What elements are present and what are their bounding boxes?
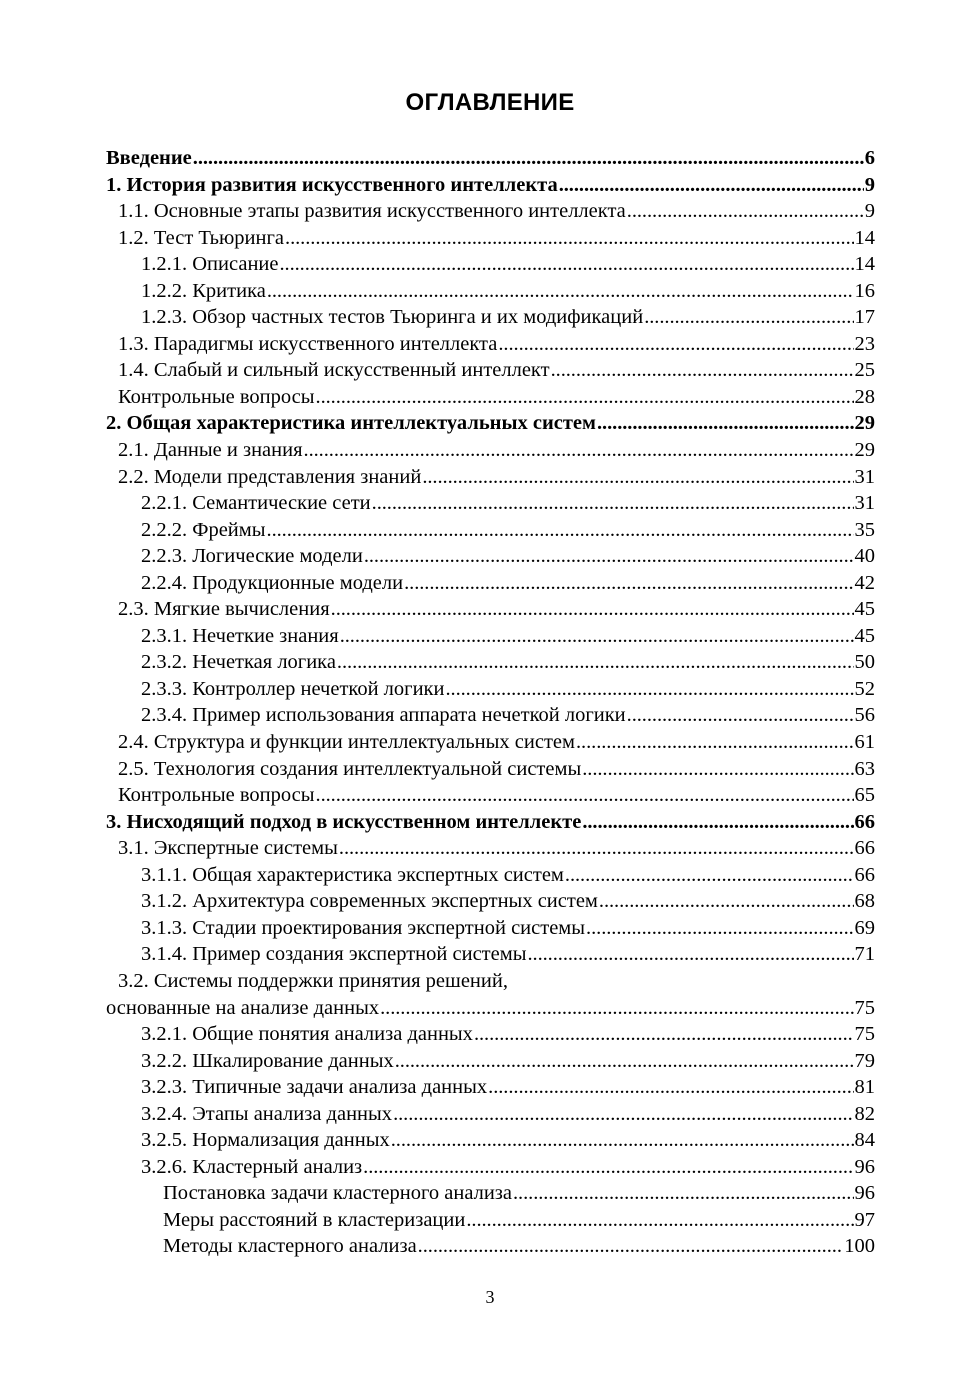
toc-entry-page: 25 [854, 359, 875, 382]
toc-entry-chapter-2[interactable] [106, 410, 875, 437]
toc-entry-title: 1.4. Слабый и сильный искусственный интеллект [118, 359, 550, 382]
toc-entry-page: 45 [854, 598, 875, 621]
toc-entry-page: 84 [854, 1129, 875, 1152]
toc-entry-title: 2.1. Данные и знания [118, 439, 303, 462]
toc-entry-page: 29 [854, 412, 875, 435]
toc-entry-title: 2.3. Мягкие вычисления [118, 598, 330, 621]
leader-dots [391, 1127, 854, 1154]
toc-entry-title: 2.2.2. Фреймы [141, 518, 266, 541]
toc-entry-cluster-methods[interactable] [106, 1233, 875, 1260]
toc-entry-1-2-3[interactable] [106, 304, 875, 331]
toc-entry-page: 71 [854, 943, 875, 966]
toc-entry-title: 3. Нисходящий подход в искусственном интеллекте [106, 810, 582, 833]
toc-entry-page: 31 [854, 465, 875, 488]
toc-entry-3-2-2[interactable] [106, 1048, 875, 1075]
toc-entry-title: 1.2.2. Критика [141, 279, 266, 302]
leader-dots [559, 172, 864, 199]
toc-entry-2-3[interactable] [106, 596, 875, 623]
toc-entry-2-3-2[interactable] [106, 649, 875, 676]
toc-entry-page: 17 [854, 306, 875, 329]
toc-entry-title: 2.2.1. Семантические сети [141, 492, 371, 515]
toc-entry-title: 3.2.6. Кластерный анализ [141, 1155, 363, 1178]
toc-entry-title: 1.2. Тест Тьюринга [118, 226, 285, 249]
toc-entry-title: 2.3.2. Нечеткая логика [141, 651, 336, 674]
toc-entry-title: 2.2.4. Продукционные модели [141, 571, 404, 594]
toc-entry-cluster-problem[interactable] [106, 1180, 875, 1207]
leader-dots [395, 1048, 854, 1075]
toc-entry-title: 3.1.3. Стадии проектирования экспертной системы [141, 916, 586, 939]
leader-dots [551, 357, 854, 384]
leader-dots [627, 198, 864, 225]
toc-entry-3-1-3[interactable] [106, 915, 875, 942]
toc-entry-title: 3.2.5. Нормализация данных [141, 1129, 390, 1152]
toc-entry-2-5[interactable] [106, 756, 875, 783]
toc-entry-1-3[interactable] [106, 331, 875, 358]
toc-entry-1-4[interactable] [106, 357, 875, 384]
toc-entry-1-2[interactable] [106, 225, 875, 252]
toc-entry-page: 16 [854, 279, 875, 302]
toc-entry-1-1[interactable] [106, 198, 875, 225]
toc-entry-3-1-4[interactable] [106, 941, 875, 968]
leader-dots [586, 915, 853, 942]
leader-dots [316, 782, 854, 809]
toc-entry-3-2-6[interactable] [106, 1154, 875, 1181]
leader-dots [445, 676, 853, 703]
leader-dots [337, 649, 854, 676]
toc-entry-page: 56 [854, 704, 875, 727]
leader-dots [331, 596, 854, 623]
toc-entry-page: 100 [844, 1235, 875, 1258]
toc-entry-page: 65 [854, 784, 875, 807]
toc-entry-page: 96 [854, 1155, 875, 1178]
toc-entry-title: 2.3.3. Контроллер нечеткой логики [141, 677, 445, 700]
leader-dots [372, 490, 854, 517]
leader-dots [599, 888, 854, 915]
leader-dots [644, 304, 853, 331]
leader-dots [267, 517, 854, 544]
page-title: ОГЛАВЛЕНИЕ [405, 89, 575, 116]
leader-dots [498, 331, 853, 358]
toc-entry-2-4[interactable] [106, 729, 875, 756]
leader-dots [565, 862, 854, 889]
toc-entry-title: 3.2.1. Общие понятия анализа данных [141, 1023, 473, 1046]
leader-dots [340, 623, 854, 650]
toc-entry-page: 79 [854, 1049, 875, 1072]
toc-entry-title: 1. История развития искусственного интеллекта [106, 173, 558, 196]
toc-entry-3-2-line2[interactable] [106, 995, 875, 1022]
toc-entry-2-2-4[interactable] [106, 570, 875, 597]
toc-entry-title: 1.1. Основные этапы развития искусственного интеллекта [118, 200, 626, 223]
toc-entry-1-2-2[interactable] [106, 278, 875, 305]
leader-dots [363, 1154, 853, 1181]
toc-entry-page: 31 [854, 492, 875, 515]
toc-entry-title: 2.2.3. Логические модели [141, 545, 363, 568]
leader-dots [285, 225, 853, 252]
toc-entry-page: 9 [864, 200, 875, 223]
toc-entry-page: 81 [854, 1076, 875, 1099]
toc-entry-page: 14 [854, 253, 875, 276]
toc-entry-title: 3.2.3. Типичные задачи анализа данных [141, 1076, 488, 1099]
toc-entry-3-1[interactable] [106, 835, 875, 862]
leader-dots [316, 384, 854, 411]
toc-entry-3-2-line1[interactable]: 3.2. Системы поддержки принятия решений, [118, 969, 508, 992]
page-number: 3 [485, 1287, 495, 1307]
toc-entry-2-3-4[interactable] [106, 702, 875, 729]
toc-entry-2-3-1[interactable] [106, 623, 875, 650]
toc-entry-page: 28 [854, 385, 875, 408]
toc-entry-page: 66 [854, 810, 875, 833]
leader-dots [422, 464, 853, 491]
leader-dots [304, 437, 854, 464]
toc-entry-page: 66 [854, 863, 875, 886]
toc-entry-title: 3.1.2. Архитектура современных экспертных систем [141, 890, 598, 913]
toc-entry-title: 2.3.1. Нечеткие знания [141, 624, 339, 647]
toc-entry-page: 9 [864, 173, 875, 196]
toc-entry-2-3-3[interactable] [106, 676, 875, 703]
toc-entry-page: 97 [854, 1208, 875, 1231]
leader-dots [380, 995, 853, 1022]
leader-dots [474, 1021, 854, 1048]
toc-entry-page: 23 [854, 332, 875, 355]
toc-entry-page: 35 [854, 518, 875, 541]
leader-dots [339, 835, 854, 862]
toc-entry-page: 69 [854, 916, 875, 939]
toc-entry-title: 2.5. Технология создания интеллектуальной системы [118, 757, 582, 780]
toc-entry-title: 3.2.2. Шкалирование данных [141, 1049, 394, 1072]
toc-entry-page: 6 [864, 147, 875, 169]
toc-entry-title: Меры расстояний в кластеризации [163, 1208, 466, 1231]
toc-entry-review-questions-1[interactable] [106, 384, 875, 411]
toc-entry-page: 63 [854, 757, 875, 780]
toc-entry-page: 29 [854, 439, 875, 462]
toc-entry-title: 1.2.1. Описание [141, 253, 279, 276]
toc-entry-3-1-1[interactable] [106, 862, 875, 889]
toc-entry-title: 1.2.3. Обзор частных тестов Тьюринга и их модификаций [141, 306, 644, 329]
toc-entry-cluster-distances[interactable] [106, 1207, 875, 1234]
toc-entry-2-1[interactable] [106, 437, 875, 464]
toc-entry-title: 2.4. Структура и функции интеллектуальных систем [118, 731, 575, 754]
toc-entry-title: 3.1.4. Пример создания экспертной системы [141, 943, 527, 966]
toc-entry-title: Методы кластерного анализа [163, 1235, 417, 1258]
toc-entry-page: 75 [854, 996, 875, 1019]
toc-entry-introduction[interactable] [106, 145, 875, 172]
toc-entry-page: 40 [854, 545, 875, 568]
toc-entry-title: 2. Общая характеристика интеллектуальных систем [106, 412, 596, 435]
toc-entry-page: 75 [854, 1023, 875, 1046]
leader-dots [627, 702, 854, 729]
leader-dots [527, 941, 853, 968]
toc-entry-3-2-4[interactable] [106, 1101, 875, 1128]
toc-entry-3-1-2[interactable] [106, 888, 875, 915]
toc-entry-2-2-1[interactable] [106, 490, 875, 517]
toc-entry-title: Введение [106, 147, 192, 169]
toc-entry-title: основанные на анализе данных [106, 996, 380, 1019]
table-of-contents [106, 145, 875, 1260]
toc-entry-3-2-3[interactable] [106, 1074, 875, 1101]
leader-dots [279, 251, 853, 278]
leader-dots [393, 1101, 853, 1128]
toc-entry-title: 3.1.1. Общая характеристика экспертных систем [141, 863, 564, 886]
toc-entry-page: 45 [854, 624, 875, 647]
leader-dots [513, 1180, 854, 1207]
toc-entry-review-questions-2[interactable] [106, 782, 875, 809]
toc-entry-page: 68 [854, 890, 875, 913]
toc-entry-2-2-2[interactable] [106, 517, 875, 544]
toc-entry-title: 2.2. Модели представления знаний [118, 465, 422, 488]
toc-entry-title: Постановка задачи кластерного анализа [163, 1182, 512, 1205]
toc-entry-page: 52 [854, 677, 875, 700]
leader-dots [582, 756, 853, 783]
toc-entry-3-2-5[interactable] [106, 1127, 875, 1154]
toc-entry-2-2[interactable] [106, 464, 875, 491]
leader-dots [488, 1074, 853, 1101]
toc-entry-title: 3.2.4. Этапы анализа данных [141, 1102, 393, 1125]
toc-entry-title: 3.1. Экспертные системы [118, 837, 338, 860]
toc-entry-chapter-3[interactable] [106, 809, 875, 836]
leader-dots [364, 543, 854, 570]
leader-dots [418, 1233, 844, 1260]
leader-dots [466, 1207, 853, 1234]
leader-dots [193, 145, 864, 172]
leader-dots [404, 570, 853, 597]
toc-entry-title: 1.3. Парадигмы искусственного интеллекта [118, 332, 498, 355]
toc-entry-page: 61 [854, 731, 875, 754]
toc-entry-title: Контрольные вопросы [118, 784, 315, 807]
toc-entry-page: 82 [854, 1102, 875, 1125]
leader-dots [582, 809, 853, 836]
leader-dots [576, 729, 854, 756]
toc-entry-page: 96 [854, 1182, 875, 1205]
leader-dots [597, 410, 854, 437]
toc-entry-1-2-1[interactable] [106, 251, 875, 278]
toc-entry-title: 2.3.4. Пример использования аппарата нечеткой логики [141, 704, 626, 727]
toc-entry-chapter-1[interactable] [106, 172, 875, 199]
toc-entry-page: 14 [854, 226, 875, 249]
toc-entry-page: 42 [854, 571, 875, 594]
toc-entry-page: 66 [854, 837, 875, 860]
toc-entry-2-2-3[interactable] [106, 543, 875, 570]
toc-entry-page: 50 [854, 651, 875, 674]
leader-dots [267, 278, 854, 305]
toc-entry-3-2-1[interactable] [106, 1021, 875, 1048]
toc-entry-title: Контрольные вопросы [118, 385, 315, 408]
